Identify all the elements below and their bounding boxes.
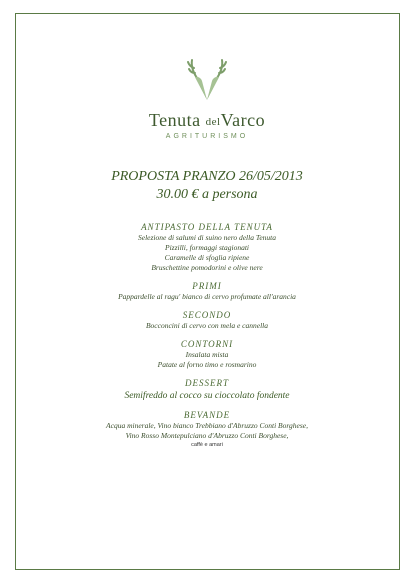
menu-item: Pizzilli, formaggi stagionati <box>165 243 249 252</box>
menu-item: Caramelle di sfoglia ripiene <box>164 253 250 262</box>
section-primi <box>0 281 414 302</box>
menu <box>0 168 414 458</box>
menu-item: Bocconcini di cervo con mela e cannella <box>145 321 269 330</box>
menu-price: 30.00 € a persona <box>156 187 258 202</box>
section-heading: ANTIPASTO DELLA TENUTA <box>141 222 273 232</box>
section-bevande <box>0 410 414 450</box>
deer-heads-v-logo-icon <box>183 56 231 102</box>
section-heading: SECONDO <box>182 310 232 320</box>
menu-item: Semifreddo al cocco su cioccolato fondente <box>124 391 290 401</box>
menu-item: Acqua minerale, Vino bianco Trebbiano d'Abruzzo Conti Borghese, <box>106 421 308 430</box>
section-heading: CONTORNI <box>180 339 234 349</box>
menu-title: PROPOSTA PRANZO 26/05/2013 <box>111 169 303 184</box>
logo <box>0 56 414 102</box>
menu-item: Pappardelle al ragu' bianco di cervo profumate all'arancia <box>118 292 296 301</box>
menu-item: caffè e amari <box>191 442 223 448</box>
section-heading: DESSERT <box>185 378 229 388</box>
section-dessert <box>0 378 414 402</box>
brand-name-part3: Varco <box>220 110 266 130</box>
menu-item: Bruschettine pomodorini e olive nere <box>151 263 263 272</box>
section-contorni <box>0 339 414 370</box>
section-heading: BEVANDE <box>183 410 231 420</box>
menu-item: Vino Rosso Montepulciano d'Abruzzo Conti Borghese, <box>125 431 289 440</box>
menu-item: Selezione di salumi di suino nero della Tenuta <box>138 233 276 242</box>
brand-name <box>0 110 414 132</box>
brand-subtitle: AGRITURISMO <box>165 133 249 140</box>
section-heading: PRIMI <box>192 281 222 291</box>
brand-name-part2: del <box>205 116 221 128</box>
menu-item: Patate al forno timo e rosmarino <box>157 360 257 369</box>
brand <box>0 110 414 140</box>
brand-name-part1: Tenuta <box>148 110 206 130</box>
section-secondo <box>0 310 414 331</box>
section-antipasto <box>0 222 414 273</box>
menu-item: Insalata mista <box>185 350 229 359</box>
